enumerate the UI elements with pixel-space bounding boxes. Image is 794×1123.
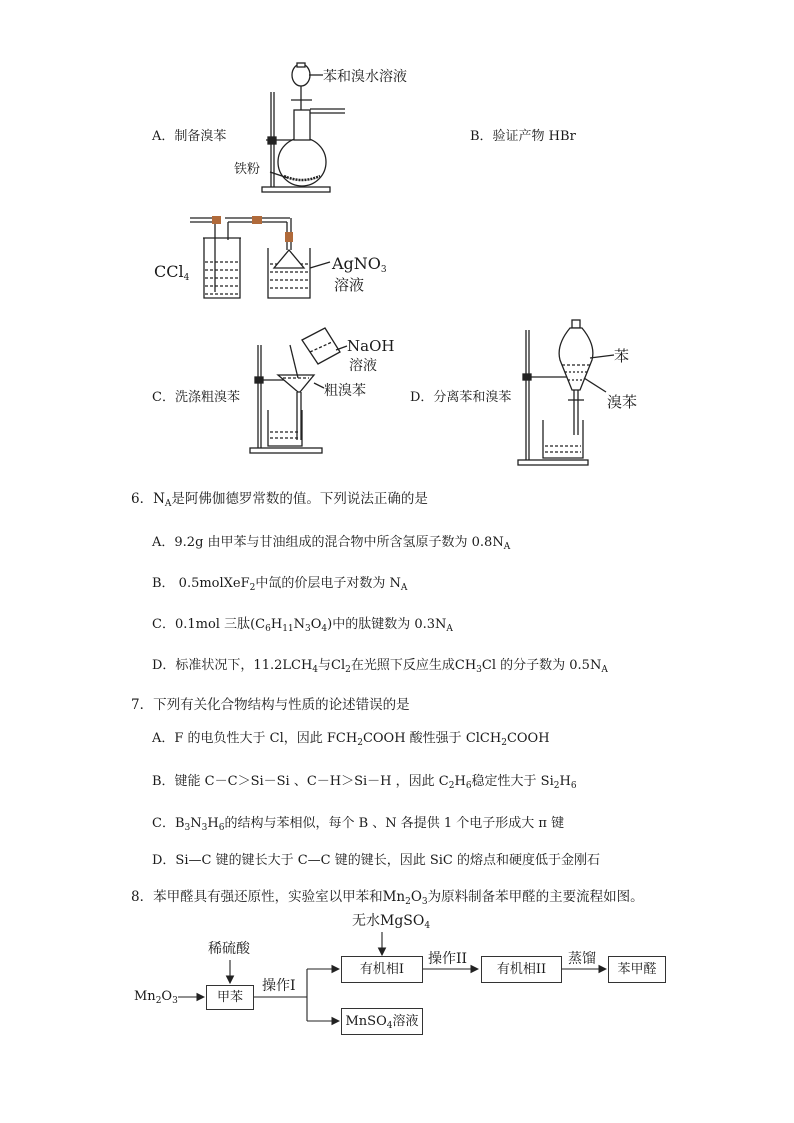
crude-bromobenzene-label: 粗溴苯: [324, 383, 366, 399]
organic-phase-2-box: 有机相II: [481, 956, 562, 983]
naoh-solution-label: 溶液: [349, 358, 377, 374]
toluene-box: 甲苯: [206, 985, 254, 1010]
q7-option-d: D．Si—C 键的键长大于 C—C 键的键长，因此 SiC 的熔点和硬度低于金刚石: [152, 853, 600, 868]
benzene-bromine-label: 苯和溴水溶液: [323, 69, 407, 85]
q7-option-a: A．F 的电负性大于 Cl，因此 $FCH_2COOH$ 酸性强于 ClCH$_2$COOH: [152, 731, 550, 748]
distillation-label: 蒸馏: [568, 951, 596, 967]
iron-powder-label: 铁粉: [234, 162, 261, 177]
agno3-label: AgNO3: [332, 254, 387, 275]
q7-option-b: B．键能 C－C＞Si－Si 、C－H＞Si－H ，因此 $C_2H_6$稳定性大于 $Si_2H_6$: [152, 774, 577, 791]
q6-option-c: C．0.1mol 三肽$(C_6H_{11}N_3O_4)$中的肽键数为 $0.3N_A$: [152, 617, 453, 634]
q6-option-b: B． 0.5molXeF$_2$中氙的价层电子对数为 $N_A$: [152, 576, 408, 593]
operation-1-label: 操作I: [262, 978, 296, 994]
operation-2-label: 操作II: [428, 951, 468, 967]
organic-phase-1-box: 有机相I: [341, 956, 423, 983]
option-a-label: A．制备溴苯: [152, 129, 227, 144]
option-c-label: C．洗涤粗溴苯: [152, 390, 240, 405]
benzaldehyde-box: 苯甲醛: [608, 956, 666, 983]
q8-stem: 8．苯甲醛具有强还原性，实验室以甲苯和$Mn_2O_3$为原料制备苯甲醛的主要流程如图。: [131, 889, 644, 907]
q6-option-a: A．9.2g 由甲苯与甘油组成的混合物中所含氢原子数为 $0.8N_A$: [152, 535, 511, 552]
agno3-solution-label: 溶液: [334, 276, 365, 294]
mnso4-solution-box: MnSO$_4$溶液: [341, 1008, 423, 1035]
dilute-sulfuric-acid-label: 稀硫酸: [208, 941, 250, 957]
bromobenzene-layer-label: 溴苯: [607, 393, 638, 411]
option-b-label: B．验证产物 HBr: [470, 129, 576, 144]
benzene-layer-label: 苯: [614, 347, 630, 365]
option-d-label: D．分离苯和溴苯: [410, 390, 512, 405]
q6-stem: 6．$N_A$是阿佛伽德罗常数的值。下列说法正确的是: [131, 491, 428, 509]
q7-stem: 7．下列有关化合物结构与性质的论述错误的是: [131, 697, 410, 713]
ccl4-label: CCl4: [154, 262, 190, 283]
naoh-label: NaOH: [347, 337, 395, 355]
mn2o3-label: $Mn_2O_3$: [134, 989, 178, 1006]
q7-option-c: C．$B_3N_3H_6$的结构与苯相似，每个 B 、N 各提供 1 个电子形成大 π 键: [152, 816, 565, 833]
anhydrous-mgso4-label: 无水MgSO$_4$: [352, 913, 431, 931]
q6-option-d: D．标准状况下，$11.2LCH_4$与$Cl_2$在光照下反应生成$CH_3Cl$ 的分子数为 $0.5N_A$: [152, 658, 608, 675]
